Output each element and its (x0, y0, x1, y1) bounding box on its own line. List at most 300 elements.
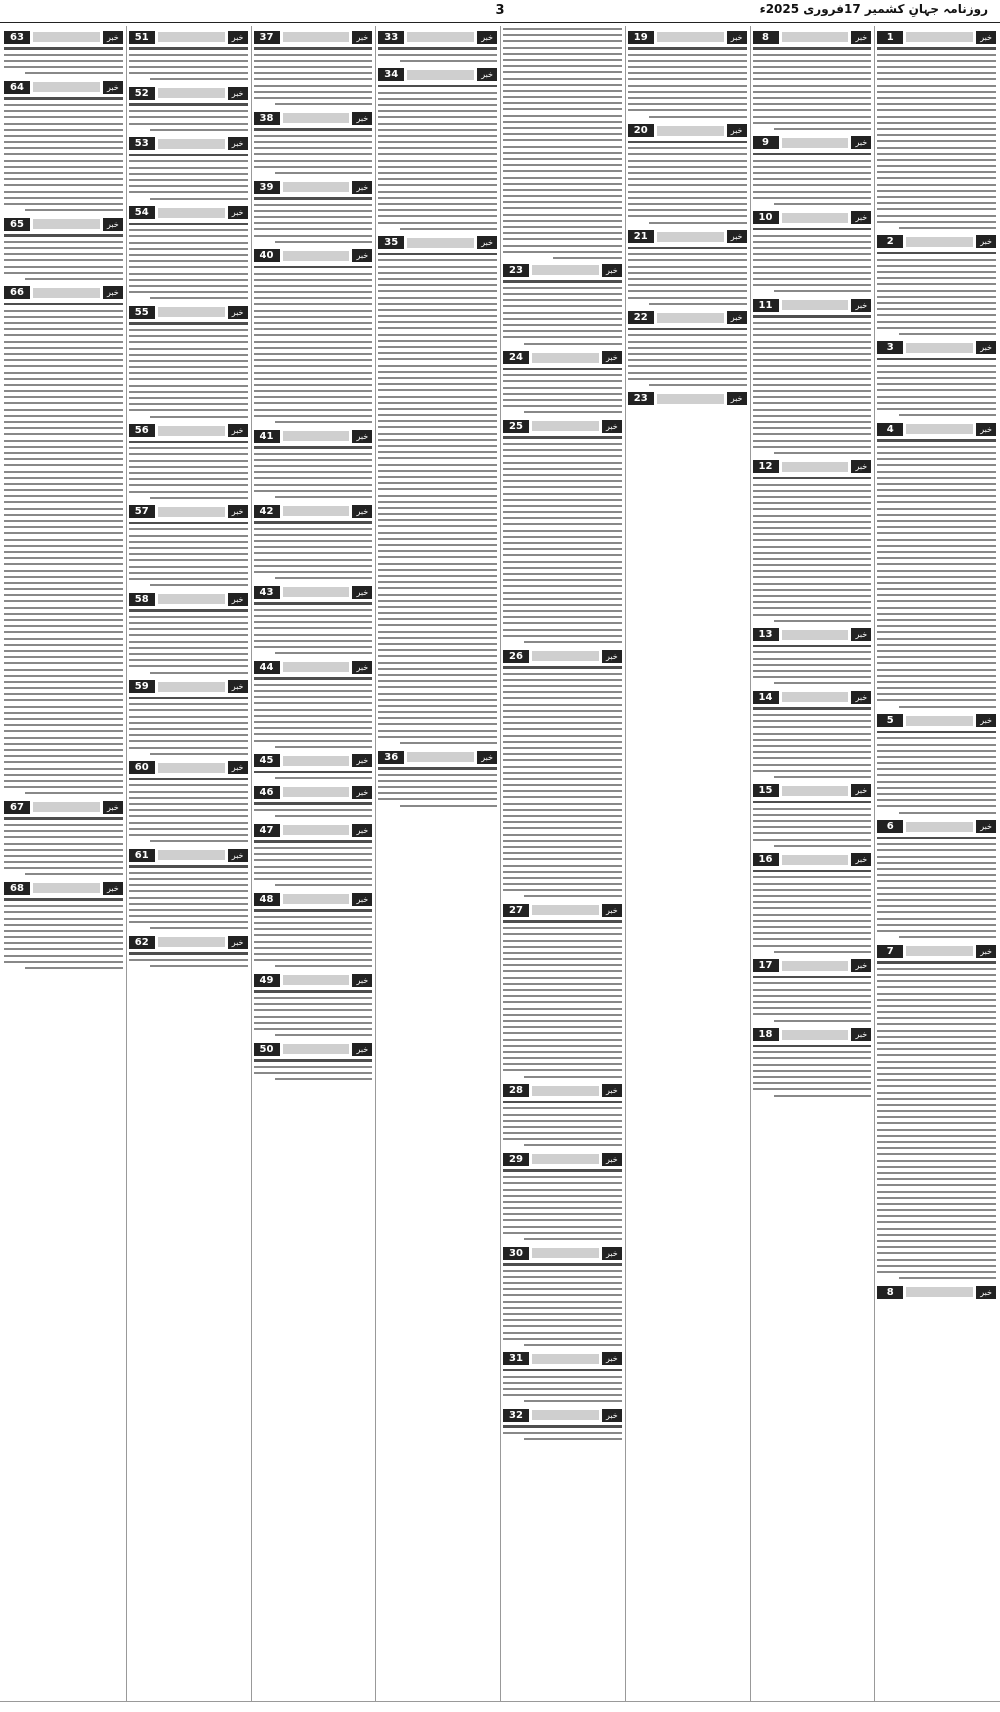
text-line (877, 887, 996, 889)
text-line (4, 458, 123, 460)
text-line (877, 576, 996, 578)
header-bar (782, 1030, 849, 1040)
news-item (4, 30, 123, 74)
item-kicker: خبر (851, 628, 871, 641)
item-kicker: خبر (228, 849, 248, 862)
news-item (877, 714, 996, 814)
text-line (254, 740, 373, 742)
text-line (877, 1092, 996, 1094)
item-kicker: خبر (228, 306, 248, 319)
text-line (254, 1003, 373, 1005)
text-line (753, 272, 872, 274)
text-line (254, 602, 373, 605)
text-line (877, 1259, 996, 1261)
item-body (503, 1169, 622, 1240)
text-line (254, 484, 373, 486)
item-kicker: خبر (103, 31, 123, 44)
text-line (378, 141, 497, 143)
text-line (378, 730, 497, 732)
item-number: 30 (503, 1247, 529, 1260)
text-line (4, 396, 123, 398)
text-line (524, 1344, 621, 1346)
item-number: 38 (254, 112, 280, 125)
news-item (753, 30, 872, 130)
item-kicker: خبر (352, 824, 372, 837)
item-body (628, 47, 747, 118)
item-number: 18 (753, 1028, 779, 1041)
text-line (129, 491, 248, 493)
text-line (753, 938, 872, 940)
text-line (503, 747, 622, 749)
item-body (4, 234, 123, 280)
text-line (254, 771, 373, 774)
text-line (4, 948, 123, 950)
text-line (378, 556, 497, 558)
text-line (378, 433, 497, 435)
header-bar (782, 786, 849, 796)
text-line (877, 165, 996, 167)
item-number: 54 (129, 206, 155, 219)
text-line (4, 54, 123, 56)
news-item (628, 30, 747, 118)
text-line (254, 696, 373, 698)
text-line (4, 241, 123, 243)
text-line (129, 952, 248, 955)
text-line (503, 486, 622, 488)
news-item (129, 86, 248, 130)
item-kicker: خبر (851, 136, 871, 149)
text-line (129, 647, 248, 649)
text-line (877, 514, 996, 516)
item-body (753, 228, 872, 292)
text-line (628, 60, 747, 62)
text-line (129, 160, 248, 162)
text-line (877, 918, 996, 920)
text-line (899, 414, 996, 416)
text-line (503, 47, 622, 49)
text-line (4, 768, 123, 770)
text-line (129, 578, 248, 580)
item-kicker: خبر (976, 714, 996, 727)
text-line (378, 47, 497, 50)
text-line (753, 589, 872, 591)
text-line (628, 365, 747, 367)
text-line (877, 464, 996, 466)
text-line (254, 266, 373, 269)
text-line (378, 116, 497, 118)
text-line (503, 1201, 622, 1203)
text-line (877, 196, 996, 198)
header-bar (782, 213, 849, 223)
text-line (254, 85, 373, 87)
item-number: 41 (254, 430, 280, 443)
text-line (753, 720, 872, 722)
text-line (503, 579, 622, 581)
text-line (378, 321, 497, 323)
text-line (129, 391, 248, 393)
column-rule (625, 26, 626, 1702)
text-line (129, 722, 248, 724)
text-line (877, 1234, 996, 1236)
text-line (254, 521, 373, 524)
header-bar (33, 288, 100, 298)
text-line (254, 646, 373, 648)
item-body (254, 802, 373, 817)
text-line (254, 72, 373, 74)
text-line (129, 472, 248, 474)
text-line (877, 582, 996, 584)
text-line (877, 1135, 996, 1137)
text-line (378, 612, 497, 614)
text-line (877, 756, 996, 758)
item-header (753, 1028, 872, 1042)
text-line (4, 421, 123, 423)
text-line (503, 1382, 622, 1384)
text-line (753, 122, 872, 124)
text-line (628, 203, 747, 205)
text-line (877, 768, 996, 770)
header-bar (407, 32, 474, 42)
text-line (877, 259, 996, 261)
text-line (25, 278, 122, 280)
item-kicker: خبر (976, 341, 996, 354)
text-line (774, 452, 871, 454)
text-line (378, 346, 497, 348)
text-line (129, 285, 248, 287)
text-line (254, 453, 373, 455)
header-bar (283, 975, 350, 985)
item-kicker: خبر (851, 1028, 871, 1041)
text-line (378, 767, 497, 770)
text-line (254, 953, 373, 955)
text-line (254, 347, 373, 349)
text-line (877, 631, 996, 633)
text-line (254, 552, 373, 554)
text-line (753, 914, 872, 916)
text-line (877, 140, 996, 142)
news-item (753, 460, 872, 622)
text-line (628, 54, 747, 56)
text-line (4, 681, 123, 683)
text-line (524, 1400, 621, 1402)
text-line (378, 197, 497, 199)
text-line (129, 535, 248, 537)
text-line (254, 477, 373, 479)
text-line (4, 557, 123, 559)
text-line (378, 172, 497, 174)
item-header (628, 124, 747, 138)
text-line (378, 525, 497, 527)
text-line (503, 293, 622, 295)
header-bar (782, 855, 849, 865)
text-line (753, 85, 872, 87)
text-line (275, 496, 372, 498)
text-line (129, 909, 248, 911)
text-line (378, 340, 497, 342)
item-header (877, 235, 996, 249)
text-line (753, 870, 872, 873)
item-header (877, 714, 996, 728)
text-line (753, 714, 872, 716)
text-line (503, 1107, 622, 1109)
item-body (254, 677, 373, 748)
item-kicker: خبر (976, 31, 996, 44)
text-line (4, 817, 123, 820)
text-line (503, 1219, 622, 1221)
text-line (503, 858, 622, 860)
text-line (4, 266, 123, 268)
text-line (254, 627, 373, 629)
text-line (753, 47, 872, 50)
text-line (753, 664, 872, 666)
news-item (129, 680, 248, 755)
news-item (378, 30, 497, 62)
item-number: 52 (129, 87, 155, 100)
text-line (877, 805, 996, 807)
text-line (753, 733, 872, 735)
text-line (129, 478, 248, 480)
text-line (4, 961, 123, 963)
text-line (503, 977, 622, 979)
text-line (503, 772, 622, 774)
item-number: 50 (254, 1043, 280, 1056)
text-line (254, 1066, 373, 1068)
item-number: 3 (877, 341, 903, 354)
column-4 (503, 28, 622, 1700)
item-number: 10 (753, 211, 779, 224)
text-line (378, 309, 497, 311)
text-line (4, 743, 123, 745)
text-line (503, 1020, 622, 1022)
header-bar (906, 32, 973, 42)
text-line (753, 982, 872, 984)
item-header (129, 305, 248, 319)
item-header (503, 1152, 622, 1166)
text-line (877, 184, 996, 186)
text-line (254, 872, 373, 874)
text-line (129, 915, 248, 917)
text-line (129, 791, 248, 793)
header-bar (532, 265, 599, 275)
text-line (877, 147, 996, 149)
text-line (503, 374, 622, 376)
text-line (503, 1226, 622, 1228)
header-bar (407, 70, 474, 80)
text-line (129, 173, 248, 175)
news-item (753, 136, 872, 205)
header-bar (283, 113, 350, 123)
header-bar (532, 1086, 599, 1096)
text-line (877, 177, 996, 179)
text-line (254, 528, 373, 530)
text-line (254, 459, 373, 461)
text-line (774, 620, 871, 622)
item-number: 19 (628, 31, 654, 44)
text-line (4, 303, 123, 306)
text-line (378, 569, 497, 571)
text-line (378, 631, 497, 633)
text-line (378, 85, 497, 88)
text-line (503, 778, 622, 780)
text-line (378, 129, 497, 131)
text-line (503, 1294, 622, 1296)
text-line (254, 609, 373, 611)
text-line (753, 1057, 872, 1059)
header-bar (158, 507, 225, 517)
text-line (254, 565, 373, 567)
item-kicker: خبر (103, 286, 123, 299)
news-item (877, 422, 996, 708)
text-line (378, 464, 497, 466)
text-line (753, 54, 872, 56)
text-line (129, 397, 248, 399)
text-line (628, 372, 747, 374)
news-item (503, 903, 622, 1077)
item-number: 60 (129, 761, 155, 774)
text-line (503, 927, 622, 929)
text-line (378, 532, 497, 534)
text-line (4, 780, 123, 782)
text-line (503, 1319, 622, 1321)
text-line (378, 209, 497, 211)
text-line (378, 203, 497, 205)
item-body (503, 1101, 622, 1147)
header-bar (906, 716, 973, 726)
text-line (378, 371, 497, 373)
item-kicker: خبر (477, 751, 497, 764)
text-line (378, 160, 497, 162)
text-line (503, 96, 622, 98)
text-line (129, 634, 248, 636)
text-line (503, 1176, 622, 1178)
text-line (503, 958, 622, 960)
item-header (503, 351, 622, 365)
text-line (4, 849, 123, 851)
text-line (877, 501, 996, 503)
text-line (877, 396, 996, 398)
text-line (503, 1301, 622, 1303)
text-line (503, 1313, 622, 1315)
item-header (877, 422, 996, 436)
text-line (4, 440, 123, 442)
text-line (4, 687, 123, 689)
item-header (753, 211, 872, 225)
news-item (753, 959, 872, 1022)
text-line (503, 1270, 622, 1272)
text-line (628, 334, 747, 336)
item-number: 33 (378, 31, 404, 44)
text-line (4, 184, 123, 186)
header-bar (158, 208, 225, 218)
item-body (129, 778, 248, 842)
text-line (4, 129, 123, 131)
text-line (628, 209, 747, 211)
text-line (4, 66, 123, 68)
item-header (254, 823, 373, 837)
text-line (129, 242, 248, 244)
item-header (753, 136, 872, 150)
news-item (753, 853, 872, 953)
item-number: 32 (503, 1409, 529, 1422)
item-body (4, 817, 123, 875)
text-line (877, 483, 996, 485)
text-line (129, 572, 248, 574)
item-kicker: خبر (602, 264, 622, 277)
text-line (4, 334, 123, 336)
text-line (503, 940, 622, 942)
text-line (753, 920, 872, 922)
text-line (753, 1013, 872, 1015)
header-bar (532, 1410, 599, 1420)
item-kicker: خبر (727, 124, 747, 137)
text-line (503, 1207, 622, 1209)
text-line (503, 312, 622, 314)
text-line (503, 170, 622, 172)
news-item (4, 286, 123, 794)
text-line (753, 241, 872, 243)
text-line (877, 452, 996, 454)
text-line (753, 484, 872, 486)
item-body (4, 303, 123, 794)
header-bar (532, 1248, 599, 1258)
item-header (877, 30, 996, 44)
text-line (378, 575, 497, 577)
header-bar (283, 662, 350, 672)
text-line (503, 666, 622, 669)
text-line (150, 198, 247, 200)
text-line (4, 650, 123, 652)
item-kicker: خبر (602, 1409, 622, 1422)
text-line (753, 889, 872, 891)
text-line (628, 78, 747, 80)
header-bar (906, 343, 973, 353)
news-item (503, 419, 622, 643)
text-line (378, 544, 497, 546)
text-line (503, 1101, 622, 1104)
text-line (378, 519, 497, 521)
text-line (877, 1184, 996, 1186)
text-line (877, 91, 996, 93)
text-line (753, 651, 872, 653)
text-line (877, 215, 996, 217)
text-line (877, 471, 996, 473)
text-line (254, 721, 373, 723)
text-line (4, 178, 123, 180)
text-line (4, 855, 123, 857)
text-line (877, 458, 996, 460)
text-line (753, 764, 872, 766)
text-line (877, 271, 996, 273)
news-item (753, 298, 872, 454)
text-line (503, 393, 622, 395)
text-line (254, 1059, 373, 1062)
text-line (25, 72, 122, 74)
item-kicker: خبر (602, 1247, 622, 1260)
item-header (254, 660, 373, 674)
item-header (129, 505, 248, 519)
item-body (378, 85, 497, 230)
text-line (503, 1001, 622, 1003)
text-line (4, 843, 123, 845)
text-line (4, 942, 123, 944)
text-line (378, 780, 497, 782)
item-body (254, 771, 373, 780)
text-line (753, 995, 872, 997)
item-number: 35 (378, 236, 404, 249)
text-line (4, 123, 123, 125)
text-line (503, 102, 622, 104)
item-body (628, 141, 747, 224)
